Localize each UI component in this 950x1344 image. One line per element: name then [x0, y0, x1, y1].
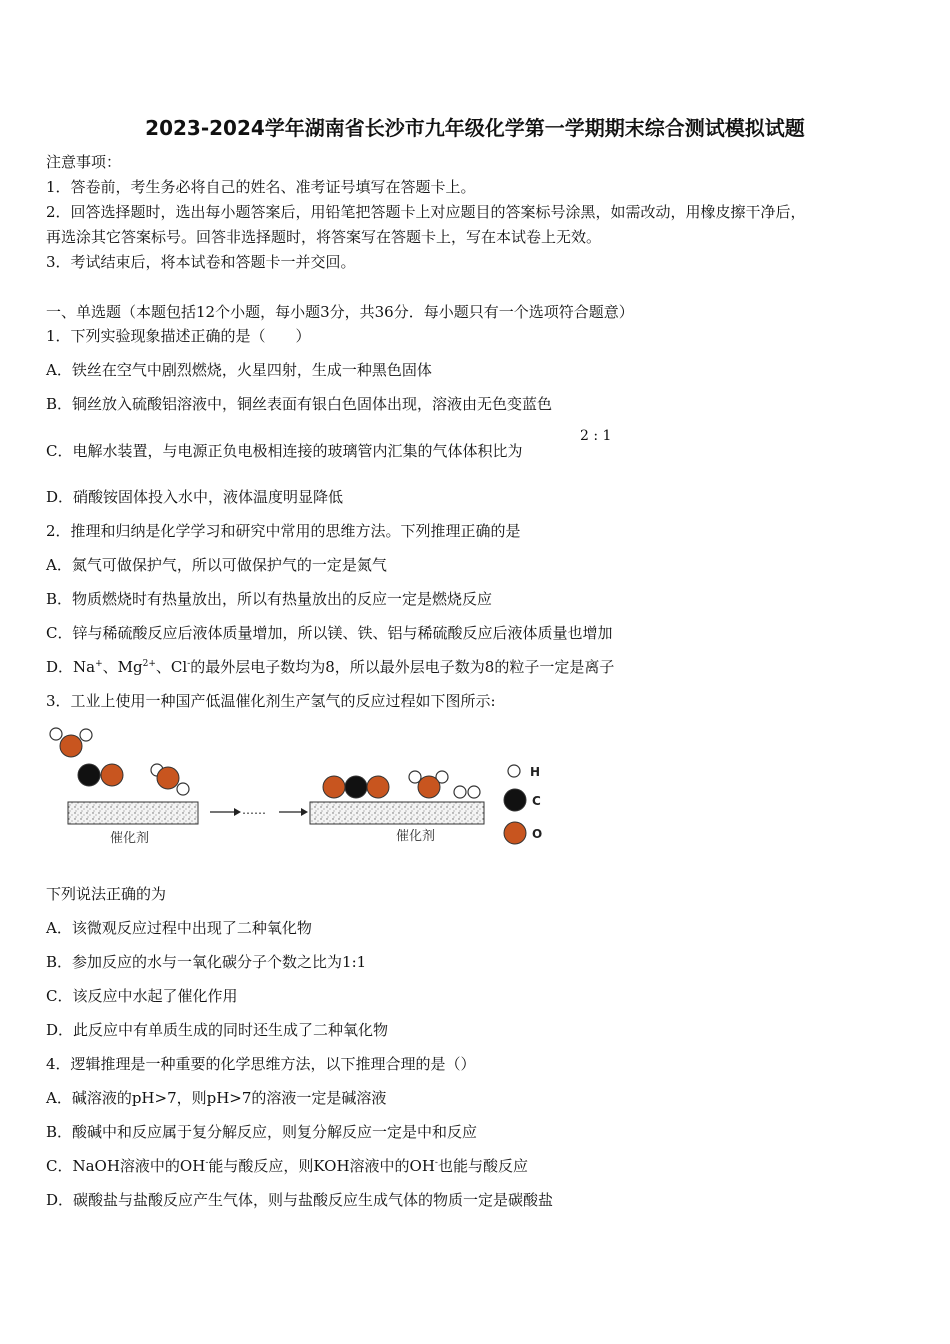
notice-heading: 注意事项：	[46, 153, 122, 171]
q2-option-b: B．物质燃烧时有热量放出，所以有热量放出的反应一定是燃烧反应	[46, 590, 493, 608]
catalyst-left-label: 催化剂	[110, 831, 150, 846]
legend-c-swatch	[504, 789, 526, 811]
q1-ratio: 2 : 1	[580, 428, 612, 444]
section-heading: 一、单选题（本题包括12个小题，每小题3分，共36分．每小题只有一个选项符合题意）	[46, 303, 634, 321]
q1-option-d: D．硝酸铵固体投入水中，液体温度明显降低	[46, 488, 344, 506]
q1-option-a: A．铁丝在空气中剧烈燃烧，火星四射，生成一种黑色固体	[46, 361, 432, 379]
legend-c-label: C	[532, 794, 541, 808]
reaction-diagram	[44, 722, 564, 858]
legend	[504, 765, 542, 844]
q4-option-b: B．酸碱中和反应属于复分解反应，则复分解反应一定是中和反应	[46, 1123, 478, 1141]
q3-option-c: C．该反应中水起了催化作用	[46, 987, 238, 1005]
co2-molecule	[323, 776, 389, 798]
q3-option-a: A．该微观反应过程中出现了二种氧化物	[46, 919, 312, 937]
q1-option-c: C．电解水装置，与电源正负电极相连接的玻璃管内汇集的气体体积比为	[46, 442, 523, 460]
legend-o-label: O	[532, 827, 543, 841]
q1-stem: 1．下列实验现象描述正确的是（ ）	[46, 327, 311, 345]
q4-option-c: C．NaOH溶液中的OH-能与酸反应，则KOH溶液中的OH-也能与酸反应	[46, 1157, 528, 1175]
notice-item-3: 3．考试结束后，将本试卷和答题卡一并交回。	[46, 253, 356, 271]
legend-h-label: H	[530, 765, 541, 779]
q1-option-b: B．铜丝放入硫酸铝溶液中，铜丝表面有银白色固体出现，溶液由无色变蓝色	[46, 395, 553, 413]
q3-prompt: 下列说法正确的为	[46, 885, 167, 903]
q2-option-a: A．氮气可做保护气，所以可做保护气的一定是氮气	[46, 556, 387, 574]
q2-option-c: C．锌与稀硫酸反应后液体质量增加，所以镁、铁、铝与稀硫酸反应后液体质量也增加	[46, 624, 613, 642]
q3-option-b: B．参加反应的水与一氧化碳分子个数之比为1:1	[46, 953, 367, 971]
catalyst-right	[310, 802, 484, 824]
arrow-1-head	[234, 808, 241, 816]
q3-option-d: D．此反应中有单质生成的同时还生成了二种氧化物	[46, 1021, 389, 1039]
q2-stem: 2．推理和归纳是化学学习和研究中常用的思维方法。下列推理正确的是	[46, 522, 521, 540]
catalyst-left	[68, 802, 198, 824]
legend-o-swatch	[504, 822, 526, 844]
notice-item-1: 1．答卷前，考生务必将自己的姓名、准考证号填写在答题卡上。	[46, 178, 476, 196]
q4-stem: 4．逻辑推理是一种重要的化学思维方法，以下推理合理的是（）	[46, 1055, 476, 1073]
h2-molecule	[454, 786, 480, 798]
co-molecule-left	[78, 764, 123, 786]
q3-stem: 3．工业上使用一种国产低温催化剂生产氢气的反应过程如下图所示:	[46, 692, 496, 710]
notice-item-2-cont: 再选涂其它答案标号。回答非选择题时，将答案写在答题卡上，写在本试卷上无效。	[46, 228, 602, 246]
water-molecule-adsorbed	[151, 764, 189, 795]
q4-option-d: D．碳酸盐与盐酸反应产生气体，则与盐酸反应生成气体的物质一定是碳酸盐	[46, 1191, 554, 1209]
arrow-2-head	[301, 808, 308, 816]
catalyst-right-label: 催化剂	[396, 829, 436, 844]
notice-item-2: 2．回答选择题时，选出每小题答案后，用铅笔把答题卡上对应题目的答案标号涂黑，如需改动，用橡皮擦干净后，	[46, 203, 806, 221]
water-molecule-floating	[50, 728, 92, 757]
q4-option-a: A．碱溶液的pH>7，则pH>7的溶液一定是碱溶液	[46, 1089, 387, 1107]
page-title: 2023-2024学年湖南省长沙市九年级化学第一学期期末综合测试模拟试题	[145, 116, 805, 140]
q2-option-d: D．Na+、$Mg^{2+}$、Cl-的最外层电子数均为8，所以最外层电子数为8的粒子一定是离子	[46, 658, 615, 676]
ellipsis: ……	[242, 803, 266, 817]
legend-h-swatch	[508, 765, 520, 777]
water-molecule-right	[409, 771, 448, 798]
